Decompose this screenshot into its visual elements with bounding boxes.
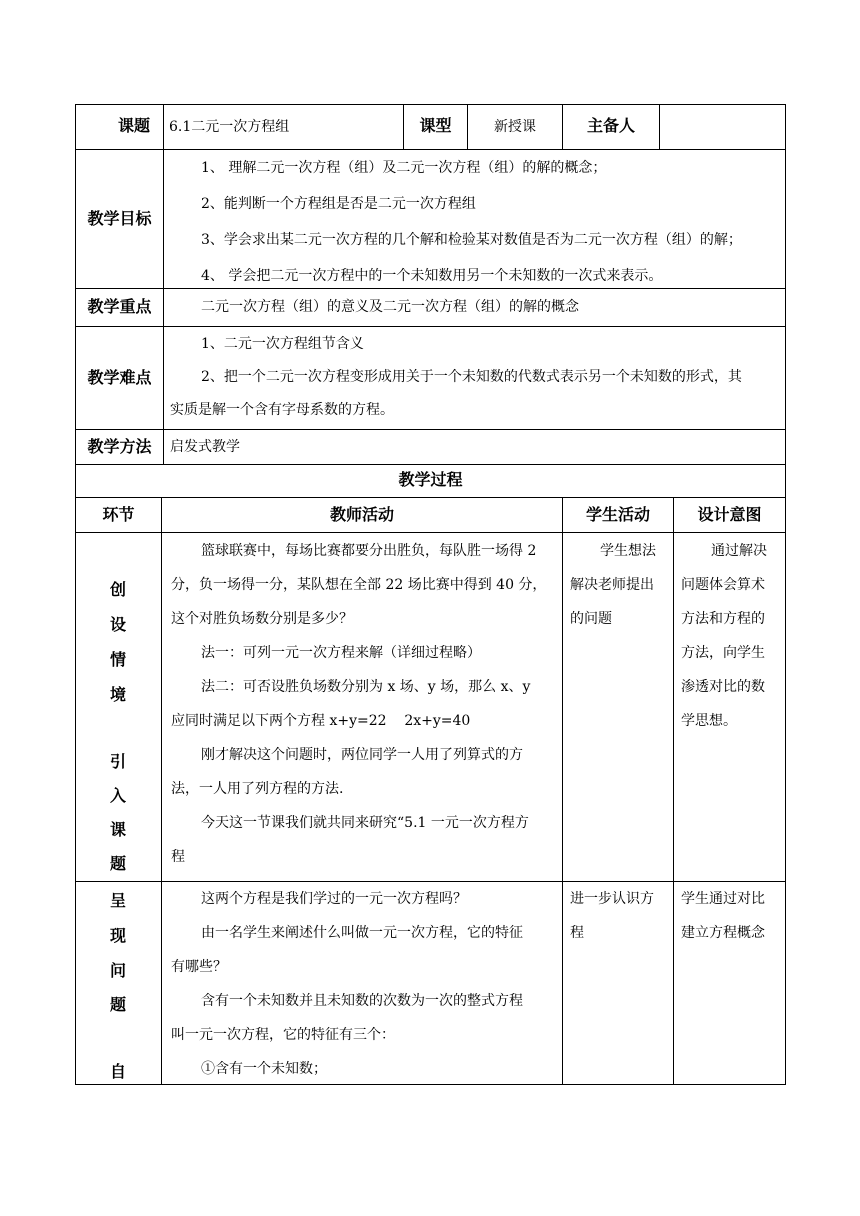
column-header-intent: 设计意图: [697, 505, 762, 524]
stage-char: 创: [109, 580, 126, 599]
teacher-activity: [171, 534, 546, 874]
stage-char: 课: [109, 820, 126, 839]
intent-line: 问题体会算术: [681, 577, 765, 593]
stage-char: 问: [109, 961, 126, 980]
teacher-activity: [171, 882, 523, 1086]
objective-item: 3、学会求出某二元一次方程的几个解和检验某对数值是否为二元一次方程（组）的解；: [201, 232, 742, 248]
objective-item: 1、 理解二元一次方程（组）及二元一次方程（组）的解的概念；: [201, 160, 607, 176]
student-line: 的问题: [570, 611, 612, 627]
teacher-line: 由一名学生来阐述什么叫做一元一次方程，它的特征: [201, 925, 523, 941]
stage-char: 境: [109, 685, 126, 704]
intent-line: 学思想。: [681, 713, 737, 729]
teacher-line: 今天这一节课我们就共同来研究“5.1 一元一次方程方: [201, 815, 529, 831]
design-intent: [681, 534, 767, 738]
teacher-line: 有哪些？: [171, 959, 227, 975]
column-header-student: 学生活动: [585, 505, 650, 524]
stage-char: 题: [109, 995, 126, 1014]
student-activity: [570, 882, 654, 950]
table-border: [163, 104, 164, 465]
method-text: 启发式教学: [170, 439, 240, 455]
teacher-line: 这两个方程是我们学过的一元一次方程吗？: [201, 891, 467, 907]
method-label: 教学方法: [87, 437, 152, 456]
stage-char: 入: [109, 786, 126, 805]
teacher-line: 法一：可列一元一次方程来解（详细过程略）: [201, 645, 481, 661]
table-border: [75, 464, 786, 465]
difficulties-label: 教学难点: [87, 368, 152, 387]
teacher-line: 这个对胜负场数分别是多少？: [171, 611, 353, 627]
column-header-stage: 环节: [102, 505, 135, 524]
teacher-line: 法二：可否设胜负场数分别为 x 场、y 场，那么 x、y: [201, 679, 531, 695]
intent-line: 建立方程概念: [681, 925, 765, 941]
teacher-line: 篮球联赛中，每场比赛都要分出胜负，每队胜一场得 2: [201, 543, 537, 559]
stage-char: 引: [109, 752, 126, 771]
stage-char: 自: [109, 1062, 126, 1081]
teacher-line: 刚才解决这个问题时，两位同学一人用了列算式的方: [201, 747, 523, 763]
teacher-line: 程: [171, 849, 185, 865]
difficulties-list: [170, 328, 742, 427]
objective-item: 2、能判断一个方程组是否是二元一次方程组: [201, 196, 476, 212]
student-line: 学生想法: [600, 543, 656, 559]
table-border: [161, 497, 162, 1085]
table-border: [673, 497, 674, 1085]
table-border: [659, 104, 660, 150]
preparer-label: 主备人: [586, 116, 635, 135]
teacher-line: ①含有一个未知数；: [201, 1061, 327, 1077]
table-border: [75, 104, 786, 105]
objectives-label: 教学目标: [87, 209, 152, 228]
student-line: 解决老师提出: [570, 577, 654, 593]
difficulty-item: 2、把一个二元一次方程变形成用关于一个未知数的代数式表示另一个未知数的形式，其: [201, 369, 742, 385]
teacher-line: 法，一人用了列方程的方法.: [171, 781, 344, 797]
objectives-list: [201, 150, 742, 294]
intent-line: 渗透对比的数: [681, 679, 765, 695]
student-activity: [570, 534, 656, 636]
stage-char: 呈: [109, 891, 126, 910]
stage-char: 题: [109, 854, 126, 873]
design-intent: [681, 882, 765, 950]
teacher-line: 叫一元一次方程，它的特征有三个：: [171, 1027, 395, 1043]
lesson-type-value: 新授课: [494, 119, 536, 135]
process-title: 教学过程: [398, 470, 463, 489]
lesson-type-label: 课型: [419, 116, 452, 135]
teacher-line: 分，负一场得一分，某队想在全部 22 场比赛中得到 40 分，: [171, 577, 547, 593]
topic-label: 课题: [118, 116, 151, 135]
key-points-text: 二元一次方程（组）的意义及二元一次方程（组）的解的概念: [201, 299, 579, 315]
teacher-line: 应同时满足以下两个方程 x+y=22 2x+y=40: [171, 713, 471, 729]
intent-line: 方法，向学生: [681, 645, 765, 661]
stage-char: 情: [109, 650, 126, 669]
difficulty-item: 1、二元一次方程组节含义: [201, 336, 364, 352]
stage-char: 现: [109, 926, 126, 945]
column-header-teacher: 教师活动: [329, 505, 394, 524]
difficulty-item: 实质是解一个含有字母系数的方程。: [170, 402, 394, 418]
intent-line: 学生通过对比: [681, 891, 765, 907]
teacher-line: 含有一个未知数并且未知数的次数为一次的整式方程: [201, 993, 523, 1009]
table-border: [75, 532, 786, 533]
key-points-label: 教学重点: [87, 297, 152, 316]
topic-value: 6.1二元一次方程组: [169, 119, 290, 135]
intent-line: 通过解决: [711, 543, 767, 559]
objective-item: 4、 学会把二元一次方程中的一个未知数用另一个未知数的一次式来表示。: [201, 268, 663, 284]
table-border: [75, 429, 786, 430]
student-line: 进一步认识方: [570, 891, 654, 907]
stage-char: 设: [109, 615, 126, 634]
intent-line: 方法和方程的: [681, 611, 765, 627]
table-border: [562, 497, 563, 1085]
table-border: [75, 326, 786, 327]
table-border: [75, 104, 76, 1085]
table-border: [785, 104, 786, 1085]
student-line: 程: [570, 925, 584, 941]
table-border: [75, 497, 786, 498]
